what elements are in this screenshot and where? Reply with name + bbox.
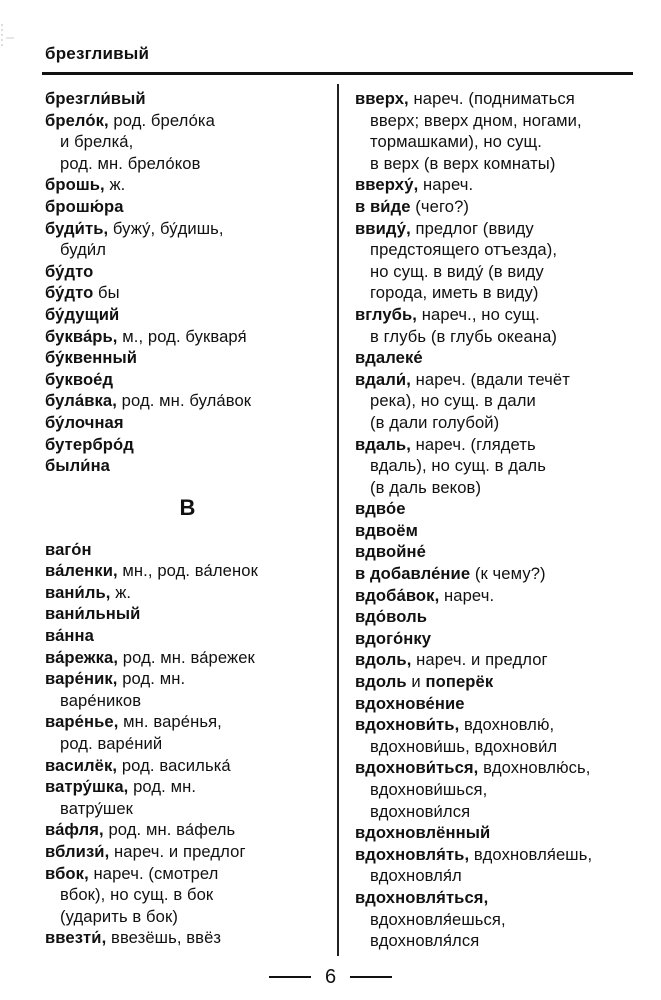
headword: вдохновлённый xyxy=(355,823,491,843)
entry-continuation xyxy=(45,798,330,820)
headword: буди́ть, xyxy=(45,218,109,238)
headword: бу́дто xyxy=(45,283,94,303)
entry-note: нареч. (смотрел xyxy=(88,863,219,883)
headword: в добавле́ние xyxy=(355,564,471,584)
page-number: 6 xyxy=(324,965,337,988)
entry-continuation xyxy=(355,865,640,887)
headword: ва́нна xyxy=(45,626,94,646)
dictionary-entry xyxy=(45,582,330,604)
entry-note: и брелка́, xyxy=(60,132,134,152)
footer-dash-left xyxy=(269,976,311,978)
entry-note: ж. xyxy=(104,175,126,195)
dictionary-entry xyxy=(45,369,330,391)
dictionary-entry xyxy=(45,863,330,885)
entry-note: вверх; вверх дном, ногами, xyxy=(370,110,582,130)
dictionary-entry xyxy=(45,711,330,733)
entry-continuation xyxy=(355,779,640,801)
dictionary-entry xyxy=(355,196,640,218)
dictionary-entry xyxy=(45,755,330,777)
dictionary-entry xyxy=(355,714,640,736)
entry-note: мн., род. ва́ленок xyxy=(117,561,258,581)
dictionary-entry xyxy=(45,218,330,240)
entry-continuation xyxy=(355,326,640,348)
entry-note: города, иметь в виду) xyxy=(370,283,539,303)
headword: буква́рь, xyxy=(45,326,118,346)
dictionary-entry xyxy=(355,541,640,563)
headword: вдвоём xyxy=(355,520,418,540)
headword: вдохнови́ться, xyxy=(355,758,479,778)
dictionary-entry xyxy=(355,498,640,520)
headword: были́на xyxy=(45,456,111,476)
dictionary-entry xyxy=(45,282,330,304)
entry-continuation xyxy=(45,906,330,928)
column-divider xyxy=(337,84,339,956)
dictionary-entry xyxy=(45,412,330,434)
entry-note: в глубь (в глубь океана) xyxy=(370,326,558,346)
entry-continuation xyxy=(45,153,330,175)
headword: брело́к, xyxy=(45,110,109,130)
dictionary-entry xyxy=(45,603,330,625)
entry-note: буди́л xyxy=(60,240,107,260)
dictionary-entry xyxy=(45,390,330,412)
dictionary-entry xyxy=(355,649,640,671)
dictionary-entry xyxy=(355,434,640,456)
dictionary-entry xyxy=(355,174,640,196)
headword: варе́нье, xyxy=(45,712,119,732)
headword: вдво́е xyxy=(355,499,406,519)
dictionary-entry xyxy=(355,887,640,909)
headword: вдалеке́ xyxy=(355,348,423,368)
entry-continuation xyxy=(45,690,330,712)
entry-continuation xyxy=(355,131,640,153)
entry-note: вдаль), но сущ. в даль xyxy=(370,456,546,476)
dictionary-entry xyxy=(355,671,640,693)
entry-note: нареч. (подниматься xyxy=(408,89,575,108)
entry-note: нареч. и предлог xyxy=(109,842,246,861)
dictionary-entry xyxy=(45,647,330,669)
entry-note: река), но сущ. в дали xyxy=(370,391,536,411)
headword: вдохнове́ние xyxy=(355,693,465,713)
entry-note: м., род. букваря́ xyxy=(117,326,247,346)
headword: вверху́, xyxy=(355,175,419,195)
dictionary-entry xyxy=(355,563,640,585)
entry-note: вдохновлю́, xyxy=(459,715,555,735)
left-column xyxy=(45,88,330,949)
headword: ва́режка, xyxy=(45,647,119,667)
dictionary-entry xyxy=(355,628,640,650)
headword: брошь, xyxy=(45,175,105,195)
entry-note: бы xyxy=(93,283,120,303)
headword: буквое́д xyxy=(45,369,114,389)
headword: поперёк xyxy=(425,672,494,692)
entry-note: род. варе́ний xyxy=(60,734,163,754)
headword: ваго́н xyxy=(45,539,92,559)
dictionary-entry xyxy=(355,369,640,391)
headword: ва́фля, xyxy=(45,820,104,840)
headword: вдоль xyxy=(355,672,407,692)
headword: бу́дущий xyxy=(45,304,120,324)
dictionary-entry xyxy=(45,455,330,477)
headword: вани́ль, xyxy=(45,582,111,602)
entry-continuation xyxy=(355,455,640,477)
entry-note: ватру́шек xyxy=(60,798,134,818)
dictionary-entry xyxy=(45,776,330,798)
headword: вблизи́, xyxy=(45,842,110,861)
headword: вверх, xyxy=(355,89,409,108)
entry-continuation xyxy=(355,110,640,132)
dictionary-entry xyxy=(355,347,640,369)
dictionary-entry xyxy=(45,927,330,949)
dictionary-entry xyxy=(45,819,330,841)
entry-note: вдохнови́шь, вдохнови́л xyxy=(370,736,558,756)
entry-note: род. мн. брело́ков xyxy=(60,153,201,173)
entry-continuation xyxy=(355,412,640,434)
dictionary-entry xyxy=(355,88,640,110)
entry-continuation xyxy=(355,736,640,758)
entry-note: бужу́, бу́дишь, xyxy=(108,218,224,238)
dictionary-entry xyxy=(45,434,330,456)
entry-note: нареч. (вдали течёт xyxy=(410,369,570,389)
headword: вдоль, xyxy=(355,650,412,670)
dictionary-entry xyxy=(45,110,330,132)
entry-continuation xyxy=(45,884,330,906)
entry-note: ввезёшь, ввёз xyxy=(106,928,222,948)
headword: брошю́ра xyxy=(45,196,124,216)
dictionary-entry xyxy=(355,693,640,715)
dictionary-entry xyxy=(45,668,330,690)
entry-note: род. мн. була́вок xyxy=(116,391,252,411)
dictionary-entry xyxy=(45,326,330,348)
entry-continuation xyxy=(355,261,640,283)
entry-note: (к чему?) xyxy=(470,564,546,584)
entry-note: (в даль веков) xyxy=(370,477,482,497)
dictionary-entry xyxy=(45,304,330,326)
dictionary-entry xyxy=(45,347,330,369)
entry-note: вдохновлю́сь, xyxy=(478,758,591,778)
headword: бу́квенный xyxy=(45,348,138,368)
dictionary-entry xyxy=(45,261,330,283)
dictionary-entry xyxy=(355,218,640,240)
headword: вдохновля́ть, xyxy=(355,844,470,864)
entry-continuation xyxy=(355,909,640,931)
entry-note: вбок), но сущ. в бок xyxy=(60,885,214,905)
headword: ввиду́, xyxy=(355,218,411,238)
entry-note: (чего?) xyxy=(410,196,470,216)
entry-note: варе́ников xyxy=(60,690,142,710)
headword: вдохновля́ться, xyxy=(355,887,489,907)
entry-continuation xyxy=(45,733,330,755)
entry-note: род. мн. xyxy=(128,777,197,797)
dictionary-entry xyxy=(45,174,330,196)
footer-dash-right xyxy=(350,976,392,978)
entry-note: предстоящего отъезда), xyxy=(370,240,558,260)
dictionary-entry xyxy=(355,585,640,607)
entry-note: род. мн. ва́фель xyxy=(103,820,236,840)
headword: василёк, xyxy=(45,755,118,775)
page-number-footer xyxy=(0,962,661,992)
dictionary-entry xyxy=(355,844,640,866)
dictionary-entry xyxy=(355,304,640,326)
dictionary-entry xyxy=(355,822,640,844)
right-column xyxy=(355,88,640,952)
entry-note: нареч. xyxy=(439,585,495,605)
entry-note: мн. варе́нья, xyxy=(118,712,222,732)
headword: вглубь, xyxy=(355,304,418,324)
headword: вани́льный xyxy=(45,604,141,624)
entry-note: вдохновля́ешь, xyxy=(469,844,593,864)
entry-note: род. мн. ва́режек xyxy=(118,647,255,667)
entry-note: но сущ. в виду́ (в виду xyxy=(370,261,544,281)
running-header: брезгливый xyxy=(45,44,150,63)
headword: бу́дто xyxy=(45,261,94,281)
headword: брезгли́вый xyxy=(45,89,146,108)
entry-continuation xyxy=(355,801,640,823)
entry-note: нареч. и предлог xyxy=(411,650,548,670)
dictionary-entry xyxy=(45,539,330,561)
entry-continuation xyxy=(45,131,330,153)
entry-note: вдохнови́лся xyxy=(370,801,471,821)
headword: вдого́нку xyxy=(355,628,432,648)
entry-note: нареч. (глядеть xyxy=(410,434,536,454)
section-letter: В xyxy=(179,494,196,520)
entry-note: (ударить в бок) xyxy=(60,906,178,926)
entry-note: вдохнови́шься, xyxy=(370,780,488,799)
entry-note: вдохновля́ешься, xyxy=(370,909,506,929)
headword: варе́ник, xyxy=(45,669,118,689)
dictionary-entry xyxy=(45,88,330,110)
entry-continuation xyxy=(355,282,640,304)
entry-note: предлог (ввиду xyxy=(410,218,534,238)
entry-continuation xyxy=(355,153,640,175)
headword: вдали́, xyxy=(355,369,411,389)
entry-note: нареч. xyxy=(418,175,474,195)
entry-continuation xyxy=(355,390,640,412)
headword: була́вка, xyxy=(45,391,117,411)
header-rule xyxy=(42,72,633,75)
headword: вдвойне́ xyxy=(355,542,427,562)
entry-note: род. брело́ка xyxy=(108,110,215,130)
entry-continuation xyxy=(355,239,640,261)
dictionary-entry xyxy=(45,841,330,863)
entry-note: ж. xyxy=(110,582,132,602)
dictionary-entry xyxy=(355,606,640,628)
headword: вбок, xyxy=(45,863,89,883)
entry-note: вдохновля́лся xyxy=(370,931,480,951)
entry-note: в верх (в верх комнаты) xyxy=(370,153,556,173)
headword: бутербро́д xyxy=(45,434,134,454)
dictionary-entry xyxy=(45,625,330,647)
headword: вдоба́вок, xyxy=(355,585,440,605)
headword: вдаль, xyxy=(355,434,411,454)
headword: ватру́шка, xyxy=(45,777,129,797)
entry-note: (в дали голубой) xyxy=(370,412,500,432)
entry-continuation xyxy=(355,930,640,952)
dictionary-entry xyxy=(355,757,640,779)
entry-note: род. мн. xyxy=(117,669,186,689)
dictionary-entry xyxy=(45,560,330,582)
entry-note: род. василька́ xyxy=(117,755,231,775)
headword: бу́лочная xyxy=(45,412,124,432)
dictionary-entry xyxy=(355,520,640,542)
entry-continuation xyxy=(355,477,640,499)
headword: вдо́воль xyxy=(355,607,428,627)
entry-note: нареч., но сущ. xyxy=(417,304,540,324)
entry-note: тормашками), но сущ. xyxy=(370,132,542,152)
headword: в ви́де xyxy=(355,196,411,216)
dictionary-entry xyxy=(45,196,330,218)
scan-specks xyxy=(0,20,20,50)
headword: ввезти́, xyxy=(45,928,107,948)
headword: вдохнови́ть, xyxy=(355,715,460,735)
entry-note: вдохновля́л xyxy=(370,866,462,886)
entry-continuation xyxy=(45,239,330,261)
headword: ва́ленки, xyxy=(45,561,118,581)
entry-note: и xyxy=(406,672,426,692)
